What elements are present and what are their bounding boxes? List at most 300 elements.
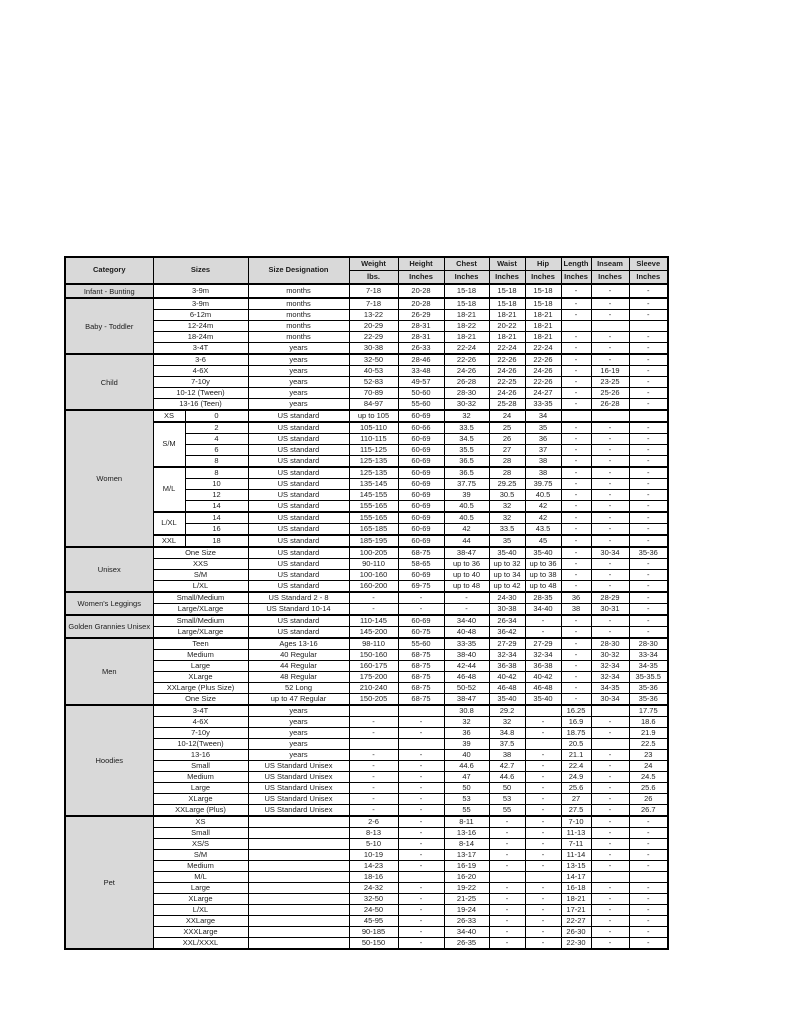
measurement-cell: 28-29 (591, 592, 629, 604)
measurement-cell: - (629, 916, 668, 927)
measurement-cell: - (561, 501, 591, 513)
size-designation-cell: months (248, 321, 349, 332)
measurement-cell: 55 (489, 805, 525, 817)
measurement-cell: - (591, 816, 629, 828)
measurement-cell: - (349, 805, 398, 817)
measurement-cell: - (591, 310, 629, 321)
size-designation-cell: US standard (248, 422, 349, 434)
measurement-cell: - (561, 627, 591, 639)
size-designation-cell: US standard (248, 467, 349, 479)
size-designation-cell: US Standard 10-14 (248, 604, 349, 616)
measurement-cell: - (561, 366, 591, 377)
measurement-cell: - (591, 581, 629, 593)
measurement-cell: up to 32 (489, 559, 525, 570)
table-row (65, 683, 668, 694)
measurement-cell: 13-16 (444, 828, 489, 839)
measurement-cell (629, 410, 668, 422)
measurement-cell: - (398, 905, 444, 916)
measurement-cell: 155-165 (349, 501, 398, 513)
size-designation-cell: years (248, 366, 349, 377)
size-designation-cell (248, 850, 349, 861)
measurement-cell: 38-47 (444, 547, 489, 559)
size-cell: 4 (185, 434, 248, 445)
measurement-cell (591, 739, 629, 750)
measurement-cell: 16-19 (591, 366, 629, 377)
size-cell: 14 (185, 512, 248, 524)
measurement-cell: 35.5 (444, 445, 489, 456)
measurement-cell: 125-135 (349, 467, 398, 479)
size-cell: 10 (185, 479, 248, 490)
measurement-cell: 40 (444, 750, 489, 761)
measurement-cell: 11-14 (561, 850, 591, 861)
size-designation-cell: 52 Long (248, 683, 349, 694)
measurement-cell: 23-25 (591, 377, 629, 388)
measurement-cell: 18-21 (525, 332, 561, 343)
column-header-sleeve: Sleeve (629, 257, 668, 271)
measurement-cell: - (591, 501, 629, 513)
table-row (65, 794, 668, 805)
measurement-cell: 27-29 (489, 638, 525, 650)
measurement-cell: - (525, 772, 561, 783)
measurement-cell: 145-155 (349, 490, 398, 501)
measurement-cell: 13-22 (349, 310, 398, 321)
measurement-cell: 16.9 (561, 717, 591, 728)
measurement-cell: 45-95 (349, 916, 398, 927)
table-row (65, 883, 668, 894)
size-designation-cell (248, 872, 349, 883)
measurement-cell: 16-19 (444, 861, 489, 872)
measurement-cell: 28-31 (398, 321, 444, 332)
measurement-cell: 32-50 (349, 354, 398, 366)
measurement-cell: - (561, 672, 591, 683)
measurement-cell: 60-69 (398, 456, 444, 468)
measurement-cell: 38 (561, 604, 591, 616)
measurement-cell (591, 705, 629, 717)
measurement-cell: 42-44 (444, 661, 489, 672)
size-cell: 13-16 (153, 750, 248, 761)
measurement-cell: - (591, 883, 629, 894)
measurement-cell: - (398, 816, 444, 828)
measurement-cell: - (629, 627, 668, 639)
measurement-cell: - (525, 883, 561, 894)
size-cell: XLarge (153, 894, 248, 905)
table-row (65, 705, 668, 717)
table-row (65, 547, 668, 559)
measurement-cell: 28-30 (629, 638, 668, 650)
measurement-cell: 24 (629, 761, 668, 772)
size-designation-cell: US Standard Unisex (248, 805, 349, 817)
size-cell: XXLarge (Plus Size) (153, 683, 248, 694)
measurement-cell: up to 36 (444, 559, 489, 570)
measurement-cell: - (629, 559, 668, 570)
measurement-cell: - (525, 927, 561, 938)
measurement-cell: 36-38 (525, 661, 561, 672)
measurement-cell: 155-165 (349, 512, 398, 524)
measurement-cell: 25.6 (561, 783, 591, 794)
size-designation-cell: years (248, 388, 349, 399)
measurement-cell: 26-33 (444, 916, 489, 927)
measurement-cell: 28-35 (525, 592, 561, 604)
size-designation-cell: US standard (248, 501, 349, 513)
measurement-cell: 35-40 (525, 547, 561, 559)
size-cell: Medium (153, 650, 248, 661)
measurement-cell: up to 36 (525, 559, 561, 570)
measurement-cell: 52-83 (349, 377, 398, 388)
measurement-cell: - (561, 354, 591, 366)
size-cell: 10-12(Tween) (153, 739, 248, 750)
size-cell: 3-9m (153, 298, 248, 310)
measurement-cell: 36 (444, 728, 489, 739)
measurement-cell: - (561, 524, 591, 536)
table-row (65, 761, 668, 772)
measurement-cell: - (591, 332, 629, 343)
measurement-cell: 34-40 (444, 615, 489, 627)
size-cell: 10-12 (Tween) (153, 388, 248, 399)
measurement-cell: 26 (489, 434, 525, 445)
column-subheader-chest: Inches (444, 271, 489, 285)
measurement-cell: 36 (525, 434, 561, 445)
measurement-cell: - (489, 839, 525, 850)
category-cell: Women's Leggings (65, 592, 153, 615)
measurement-cell: 110-145 (349, 615, 398, 627)
measurement-cell: 32-34 (591, 661, 629, 672)
table-row (65, 310, 668, 321)
measurement-cell: up to 34 (489, 570, 525, 581)
measurement-cell: - (489, 905, 525, 916)
measurement-cell: - (629, 354, 668, 366)
measurement-cell: 5-10 (349, 839, 398, 850)
measurement-cell: - (525, 938, 561, 950)
category-cell: Men (65, 638, 153, 705)
size-designation-cell: US Standard 2 - 8 (248, 592, 349, 604)
measurement-cell: 58-65 (398, 559, 444, 570)
measurement-cell: - (629, 501, 668, 513)
measurement-cell: 53 (489, 794, 525, 805)
measurement-cell: 20-22 (489, 321, 525, 332)
measurement-cell: 55 (444, 805, 489, 817)
measurement-cell: 35 (525, 422, 561, 434)
table-row (65, 916, 668, 927)
measurement-cell: 8-11 (444, 816, 489, 828)
measurement-cell: - (591, 761, 629, 772)
measurement-cell: - (591, 343, 629, 355)
measurement-cell: - (398, 604, 444, 616)
measurement-cell: - (561, 343, 591, 355)
measurement-cell: 25 (489, 422, 525, 434)
measurement-cell (398, 872, 444, 883)
measurement-cell: 38-47 (444, 694, 489, 706)
measurement-cell: - (561, 332, 591, 343)
measurement-cell: 46-48 (444, 672, 489, 683)
size-designation-cell (248, 938, 349, 950)
table-row (65, 828, 668, 839)
measurement-cell: 22-26 (489, 354, 525, 366)
measurement-cell (591, 410, 629, 422)
measurement-cell: 38 (525, 467, 561, 479)
measurement-cell: 68-75 (398, 683, 444, 694)
size-cell: 14 (185, 501, 248, 513)
measurement-cell: 26-33 (398, 343, 444, 355)
measurement-cell: 8-14 (444, 839, 489, 850)
size-designation-cell: US standard (248, 456, 349, 468)
measurement-cell: 25-26 (591, 388, 629, 399)
measurement-cell: 30.8 (444, 705, 489, 717)
size-cell: 16 (185, 524, 248, 536)
measurement-cell: - (444, 604, 489, 616)
measurement-cell: 38 (525, 456, 561, 468)
measurement-cell: - (398, 850, 444, 861)
measurement-cell: - (398, 938, 444, 950)
measurement-cell: 32 (489, 501, 525, 513)
measurement-cell: 20-28 (398, 298, 444, 310)
table-row (65, 816, 668, 828)
measurement-cell: 42 (525, 512, 561, 524)
measurement-cell: - (591, 927, 629, 938)
column-subheader-inseam: Inches (591, 271, 629, 285)
size-group-cell: S/M (153, 422, 185, 467)
size-designation-cell: months (248, 298, 349, 310)
measurement-cell: 69-75 (398, 581, 444, 593)
table-row (65, 559, 668, 570)
table-row (65, 694, 668, 706)
measurement-cell (629, 872, 668, 883)
measurement-cell: 44.6 (444, 761, 489, 772)
measurement-cell: 18-21 (489, 310, 525, 321)
measurement-cell: 60-69 (398, 524, 444, 536)
size-designation-cell: US standard (248, 535, 349, 547)
measurement-cell: 26 (629, 794, 668, 805)
size-cell: 3-9m (153, 284, 248, 298)
table-row (65, 750, 668, 761)
table-row (65, 650, 668, 661)
column-header-inseam: Inseam (591, 257, 629, 271)
size-cell: 3-4T (153, 343, 248, 355)
size-designation-cell: 48 Regular (248, 672, 349, 683)
measurement-cell: - (398, 717, 444, 728)
measurement-cell: 50 (489, 783, 525, 794)
measurement-cell: - (489, 894, 525, 905)
measurement-cell (561, 410, 591, 422)
measurement-cell: - (561, 638, 591, 650)
measurement-cell: - (629, 839, 668, 850)
table-row (65, 604, 668, 616)
measurement-cell: - (629, 422, 668, 434)
measurement-cell: - (629, 581, 668, 593)
size-cell: 3-4T (153, 705, 248, 717)
measurement-cell: - (398, 772, 444, 783)
size-designation-cell (248, 883, 349, 894)
measurement-cell: - (525, 894, 561, 905)
measurement-cell: 60-69 (398, 467, 444, 479)
size-designation-cell: years (248, 750, 349, 761)
measurement-cell: 47 (444, 772, 489, 783)
size-designation-cell: US Standard Unisex (248, 783, 349, 794)
measurement-cell: 22-30 (561, 938, 591, 950)
measurement-cell: - (629, 570, 668, 581)
measurement-cell: 34-40 (444, 927, 489, 938)
measurement-cell: 43.5 (525, 524, 561, 536)
measurement-cell: 18-21 (444, 332, 489, 343)
measurement-cell: 32-34 (489, 650, 525, 661)
size-cell: XLarge (153, 672, 248, 683)
measurement-cell: 60-69 (398, 512, 444, 524)
measurement-cell: - (629, 828, 668, 839)
measurement-cell: 45 (525, 535, 561, 547)
measurement-cell: - (489, 861, 525, 872)
measurement-cell: 42 (525, 501, 561, 513)
measurement-cell: 60-69 (398, 410, 444, 422)
measurement-cell (349, 739, 398, 750)
size-cell: One Size (153, 547, 248, 559)
measurement-cell: 18-21 (525, 310, 561, 321)
measurement-cell: 15-18 (525, 284, 561, 298)
category-cell: Unisex (65, 547, 153, 592)
measurement-cell: - (629, 850, 668, 861)
measurement-cell: 175-200 (349, 672, 398, 683)
table-row (65, 298, 668, 310)
measurement-cell: - (629, 490, 668, 501)
measurement-cell: - (591, 805, 629, 817)
measurement-cell: up to 48 (444, 581, 489, 593)
size-designation-cell (248, 861, 349, 872)
column-header-hip: Hip (525, 257, 561, 271)
measurement-cell: 34-35 (591, 683, 629, 694)
measurement-cell: 37.75 (444, 479, 489, 490)
size-cell: Small/Medium (153, 592, 248, 604)
measurement-cell: 24-32 (349, 883, 398, 894)
measurement-cell: - (561, 298, 591, 310)
measurement-cell: - (525, 850, 561, 861)
measurement-cell: 35-36 (629, 683, 668, 694)
measurement-cell: - (629, 399, 668, 411)
category-cell: Golden Grannies Unisex (65, 615, 153, 638)
measurement-cell: - (629, 894, 668, 905)
measurement-cell: 16-20 (444, 872, 489, 883)
measurement-cell: 18-16 (349, 872, 398, 883)
measurement-cell: - (561, 570, 591, 581)
measurement-cell: 21.1 (561, 750, 591, 761)
column-header-sizes: Sizes (153, 257, 248, 284)
measurement-cell: 14-17 (561, 872, 591, 883)
measurement-cell: 30-38 (349, 343, 398, 355)
measurement-cell: 8-13 (349, 828, 398, 839)
size-cell: Large/XLarge (153, 604, 248, 616)
table-row (65, 377, 668, 388)
measurement-cell: - (349, 717, 398, 728)
measurement-cell: 11-13 (561, 828, 591, 839)
measurement-cell: 29.25 (489, 479, 525, 490)
measurement-cell: 28-31 (398, 332, 444, 343)
measurement-cell (525, 872, 561, 883)
measurement-cell: - (561, 661, 591, 672)
category-cell: Infant - Bunting (65, 284, 153, 298)
measurement-cell: 22-27 (561, 916, 591, 927)
size-cell: 8 (185, 456, 248, 468)
measurement-cell: - (591, 467, 629, 479)
measurement-cell: - (629, 883, 668, 894)
measurement-cell: 39 (444, 739, 489, 750)
measurement-cell: 40-42 (489, 672, 525, 683)
measurement-cell: 160-200 (349, 581, 398, 593)
measurement-cell: 26.7 (629, 805, 668, 817)
measurement-cell: 23 (629, 750, 668, 761)
measurement-cell: - (398, 828, 444, 839)
measurement-cell: 39.75 (525, 479, 561, 490)
measurement-cell: 17.75 (629, 705, 668, 717)
measurement-cell: 15-18 (525, 298, 561, 310)
measurement-cell: - (629, 332, 668, 343)
measurement-cell: - (398, 794, 444, 805)
measurement-cell: - (349, 783, 398, 794)
measurement-cell: 60-69 (398, 490, 444, 501)
measurement-cell: 32-34 (525, 650, 561, 661)
size-cell: 4-6X (153, 366, 248, 377)
measurement-cell: - (591, 422, 629, 434)
table-row (65, 422, 668, 434)
size-cell: 13-16 (Teen) (153, 399, 248, 411)
measurement-cell: 84-97 (349, 399, 398, 411)
measurement-cell: - (525, 828, 561, 839)
table-row (65, 739, 668, 750)
size-designation-cell: US standard (248, 512, 349, 524)
size-designation-cell: years (248, 343, 349, 355)
measurement-cell: 16.25 (561, 705, 591, 717)
measurement-cell: - (629, 445, 668, 456)
column-subheader-length: Inches (561, 271, 591, 285)
measurement-cell: 34-35 (629, 661, 668, 672)
measurement-cell: 22-29 (349, 332, 398, 343)
measurement-cell: 33-34 (629, 650, 668, 661)
size-designation-cell: US standard (248, 627, 349, 639)
measurement-cell: up to 42 (489, 581, 525, 593)
measurement-cell: 26-34 (489, 615, 525, 627)
measurement-cell: - (561, 284, 591, 298)
size-cell: Small (153, 828, 248, 839)
measurement-cell: 165-185 (349, 524, 398, 536)
size-designation-cell: US standard (248, 524, 349, 536)
measurement-cell: - (629, 524, 668, 536)
measurement-cell: 44 (444, 535, 489, 547)
measurement-cell (398, 739, 444, 750)
size-designation-cell: years (248, 377, 349, 388)
size-designation-cell: US standard (248, 479, 349, 490)
measurement-cell: - (561, 559, 591, 570)
table-row (65, 894, 668, 905)
measurement-cell: - (591, 434, 629, 445)
size-designation-cell: years (248, 354, 349, 366)
size-designation-cell: months (248, 310, 349, 321)
measurement-cell: - (629, 816, 668, 828)
measurement-cell: 30-32 (444, 399, 489, 411)
measurement-cell: - (629, 343, 668, 355)
column-header-height: Height (398, 257, 444, 271)
measurement-cell: 27-29 (525, 638, 561, 650)
measurement-cell: 115-125 (349, 445, 398, 456)
measurement-cell: - (398, 761, 444, 772)
measurement-cell: - (561, 399, 591, 411)
measurement-cell: 40-53 (349, 366, 398, 377)
measurement-cell: - (591, 794, 629, 805)
size-cell: 6 (185, 445, 248, 456)
measurement-cell: - (591, 298, 629, 310)
measurement-cell: 36-42 (489, 627, 525, 639)
measurement-cell: - (591, 894, 629, 905)
measurement-cell: - (525, 839, 561, 850)
measurement-cell: 2-6 (349, 816, 398, 828)
measurement-cell: - (561, 479, 591, 490)
measurement-cell: 18-22 (444, 321, 489, 332)
size-designation-cell: US standard (248, 559, 349, 570)
